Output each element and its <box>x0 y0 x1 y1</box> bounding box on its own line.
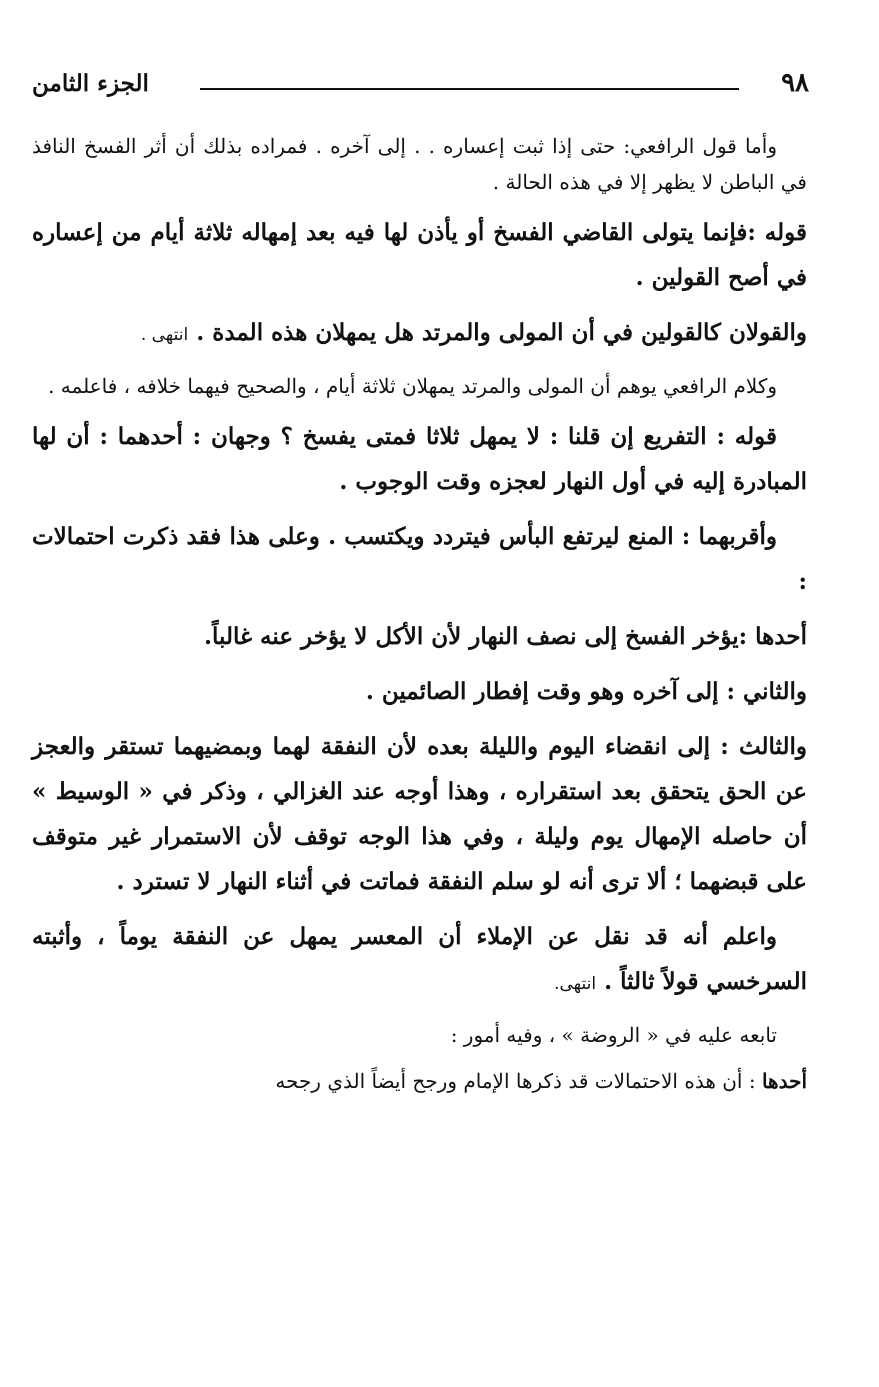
paragraph-6-text: وأقربهما : المنع ليرتفع البأس فيتردد ويكتسب . وعلى هذا فقد ذكرت احتمالات : <box>32 523 807 595</box>
paragraph-12-text: : أن هذه الاحتمالات قد ذكرها الإمام ورجح أيضاً الذي رجحه <box>275 1069 756 1093</box>
paragraph-12-lead: أحدها <box>761 1069 807 1093</box>
running-title: الجزء الثامن <box>32 70 149 97</box>
paragraph-2 <box>32 210 807 300</box>
paragraph-11 <box>32 1017 807 1053</box>
paragraph-7-text: أحدها :يؤخر الفسخ إلى نصف النهار لأن الأكل لا يؤخر عنه غالباً. <box>204 623 807 650</box>
paragraph-9-text: والثالث : إلى انقضاء اليوم والليلة بعده لأن النفقة لهما وبمضيهما تستقر والعجز عن الحق يتحقق بعد استقراره ، وهذا أوجه عند الغزالي ، وذكر في « الوسيط » أن حاصله الإمهال يوم وليلة ، وفي هذا الوجه توقف لأن الاستمرار غير متوقف على قبضهما ؛ ألا ترى أنه لو سلم النفقة فماتت في أثناء النهار لا تسترد . <box>32 733 807 895</box>
paragraph-9 <box>32 724 807 904</box>
page-header <box>32 68 809 108</box>
paragraph-11-text: تابعه عليه في « الروضة » ، وفيه أمور : <box>450 1023 777 1047</box>
paragraph-10-text: واعلم أنه قد نقل عن الإملاء أن المعسر يمهل عن النفقة يوماً ، وأثبته السرخسي قولاً ثالثاً . <box>32 923 807 995</box>
paragraph-1-text: وأما قول الرافعي: حتى إذا ثبت إعساره . . إلى آخره . فمراده بذلك أن أثر الفسخ النافذ في الباطن لا يظهر إلا في هذه الحالة . <box>32 134 807 194</box>
paragraph-4 <box>32 368 807 404</box>
paragraph-10-end-marker: انتهى. <box>554 974 597 994</box>
paragraph-8-text: والثاني : إلى آخره وهو وقت إفطار الصائمين . <box>365 678 807 705</box>
paragraph-5-text: قوله : التفريع إن قلنا : لا يمهل ثلاثا فمتى يفسخ ؟ وجهان : أحدهما : أن لها المبادرة إليه في أول النهار لعجزه وقت الوجوب . <box>32 423 807 495</box>
paragraph-1 <box>32 128 807 200</box>
page-body <box>32 128 807 1109</box>
paragraph-12 <box>32 1063 807 1099</box>
paragraph-8 <box>32 669 807 714</box>
paragraph-10 <box>32 914 807 1007</box>
paragraph-3-end-marker: انتهى . <box>140 325 189 345</box>
paragraph-4-text: وكلام الرافعي يوهم أن المولى والمرتد يمهلان ثلاثة أيام ، والصحيح فيهما خلافه ، فاعلمه . <box>48 374 777 398</box>
paragraph-3 <box>32 310 807 358</box>
paragraph-3-text: والقولان كالقولين في أن المولى والمرتد هل يمهلان هذه المدة . <box>196 319 807 346</box>
paragraph-5 <box>32 414 807 504</box>
header-rule <box>200 88 739 90</box>
paragraph-7 <box>32 614 807 659</box>
paragraph-6 <box>32 514 807 604</box>
page-number: ٩٨ <box>781 68 809 98</box>
paragraph-2-text: قوله :فإنما يتولى القاضي الفسخ أو يأذن لها فيه بعد إمهاله ثلاثة أيام من إعساره في أصح القولين . <box>32 219 807 291</box>
